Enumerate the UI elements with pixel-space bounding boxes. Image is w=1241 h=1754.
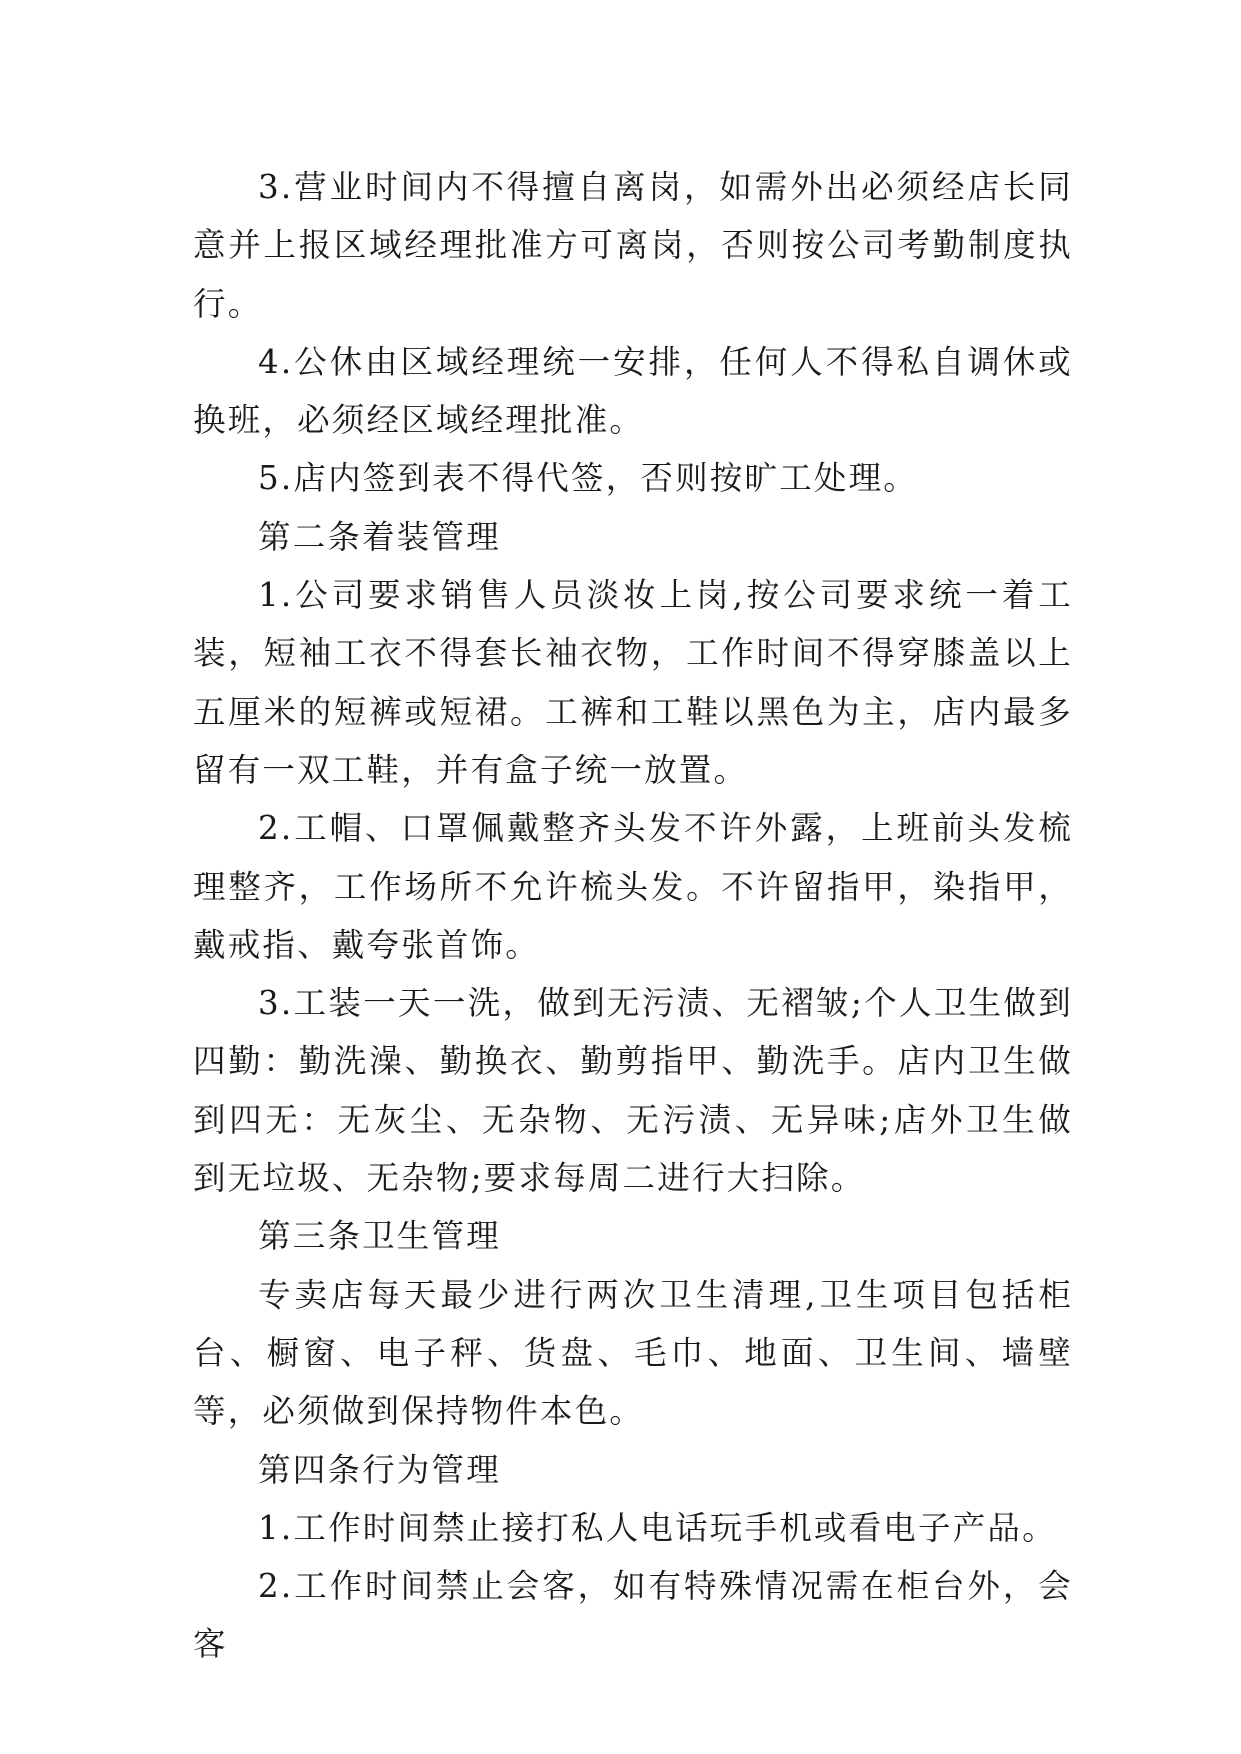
paragraph-rest-day-rule: 4.公休由区域经理统一安排，任何人不得私自调休或换班，必须经区域经理批准。 <box>193 342 1073 440</box>
paragraph-hygiene-habits-rule: 3.工装一天一洗，做到无污渍、无褶皱;个人卫生做到四勤：勤洗澡、勤换衣、勤剪指甲、勤洗手。店内卫生做到四无：无灰尘、无杂物、无污渍、无异味;店外卫生做到无垃圾、无杂物;要求每周二进行大扫除。 <box>193 984 1073 1198</box>
paragraph-leave-post-rule: 3.营业时间内不得擅自离岗，如需外出必须经店长同意并上报区域经理批准方可离岗，否则按公司考勤制度执行。 <box>193 168 1073 323</box>
paragraph-grooming-rule: 2.工帽、口罩佩戴整齐头发不许外露，上班前头发梳理整齐，工作场所不允许梳头发。不许留指甲，染指甲，戴戒指、戴夸张首饰。 <box>193 809 1073 964</box>
section-heading-behavior: 第四条行为管理 <box>258 1450 501 1489</box>
section-heading-dress: 第二条着装管理 <box>258 517 501 556</box>
paragraph-visitor-rule: 2.工作时间禁止会客，如有特殊情况需在柜台外，会客 <box>193 1567 1073 1664</box>
section-heading-hygiene: 第三条卫生管理 <box>258 1217 501 1256</box>
document-body <box>193 158 1073 1674</box>
paragraph-sign-in-rule: 5.店内签到表不得代签，否则按旷工处理。 <box>258 459 919 498</box>
paragraph-store-cleaning-rule: 专卖店每天最少进行两次卫生清理,卫生项目包括柜台、橱窗、电子秤、货盘、毛巾、地面、卫生间、墙壁等，必须做到保持物件本色。 <box>193 1275 1073 1431</box>
paragraph-phone-rule: 1.工作时间禁止接打私人电话玩手机或看电子产品。 <box>258 1508 1057 1547</box>
paragraph-uniform-rule: 1.公司要求销售人员淡妆上岗,按公司要求统一着工装，短袖工衣不得套长袖衣物，工作时间不得穿膝盖以上五厘米的短裤或短裙。工裤和工鞋以黑色为主，店内最多留有一双工鞋，并有盒子统一放置。 <box>193 576 1073 789</box>
